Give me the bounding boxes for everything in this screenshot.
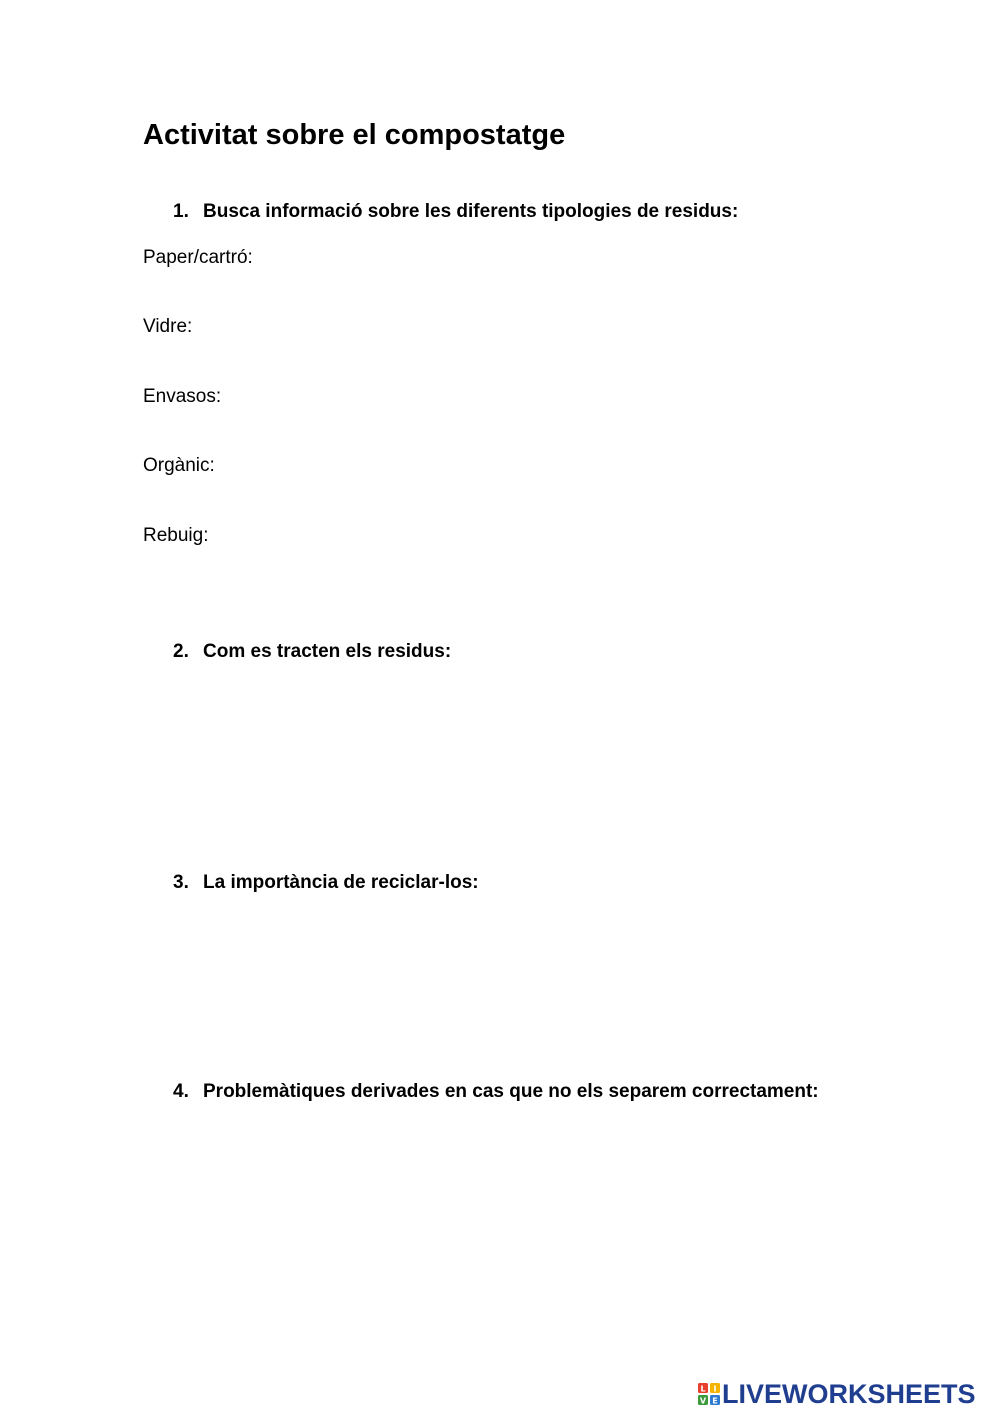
waste-type-organic: Orgànic:: [143, 455, 215, 476]
question-text: Problemàtiques derivades en cas que no els separem correctament:: [203, 1081, 819, 1102]
svg-text:E: E: [712, 1396, 718, 1405]
svg-text:I: I: [713, 1384, 717, 1394]
question-1: [173, 199, 738, 225]
question-number: 3.: [173, 872, 189, 893]
question-number: 1.: [173, 201, 189, 222]
svg-text:L: L: [700, 1384, 706, 1394]
question-text: Busca informació sobre les diferents tipologies de residus:: [203, 201, 739, 222]
question-3: [173, 870, 479, 896]
waste-type-rest: Rebuig:: [143, 525, 209, 546]
waste-type-glass: Vidre:: [143, 316, 193, 337]
waste-type-paper: Paper/cartró:: [143, 247, 253, 268]
question-4: [173, 1079, 819, 1105]
liveworksheets-mark-icon: [698, 1383, 720, 1405]
question-number: 2.: [173, 641, 189, 662]
waste-type-packaging: Envasos:: [143, 386, 222, 407]
question-text: La importància de reciclar-los:: [203, 872, 479, 893]
liveworksheets-wordmark: LIVEWORKSHEETS: [722, 1379, 976, 1409]
question-text: Com es tracten els residus:: [203, 641, 452, 662]
question-2: [173, 639, 451, 665]
question-number: 4.: [173, 1081, 189, 1102]
page-title: Activitat sobre el compostatge: [143, 119, 566, 151]
svg-text:V: V: [699, 1396, 707, 1405]
liveworksheets-logo: [698, 1378, 976, 1410]
